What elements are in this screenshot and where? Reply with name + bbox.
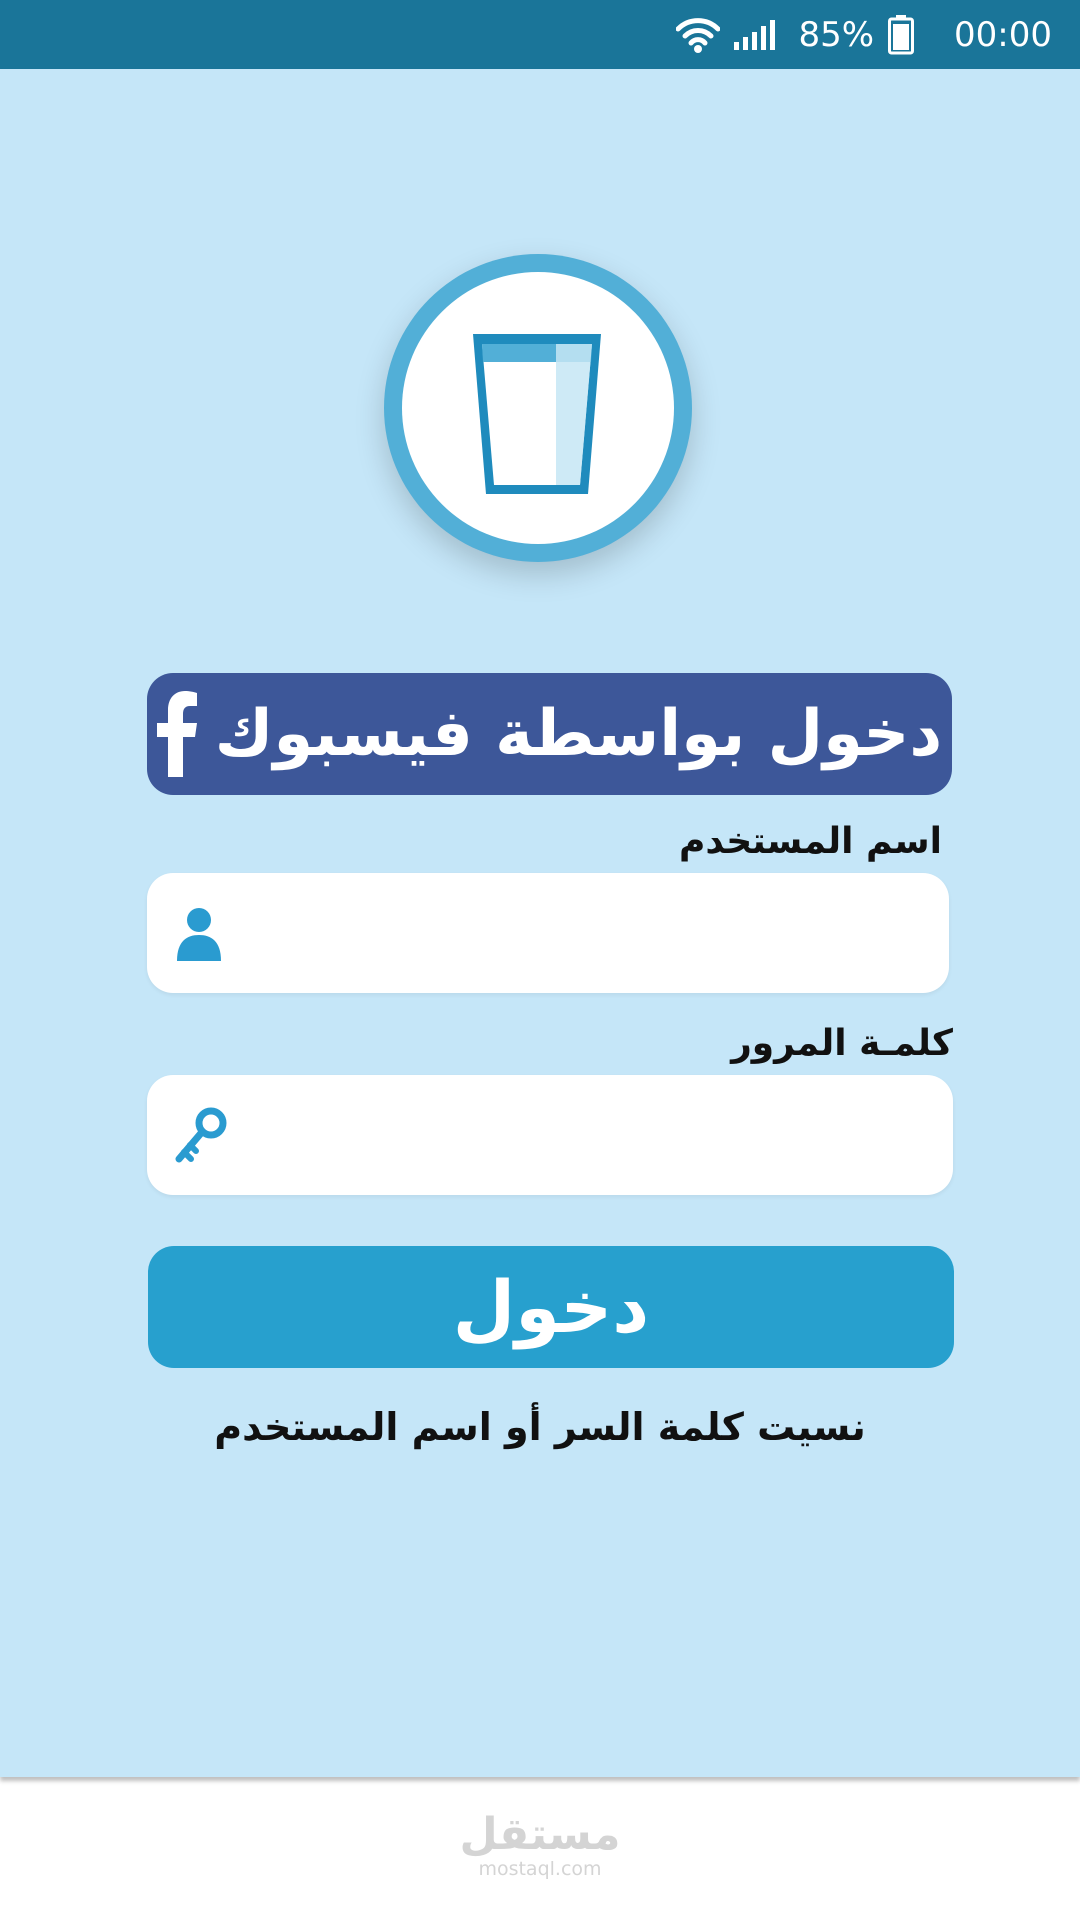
battery-icon xyxy=(888,15,914,55)
clock: 00:00 xyxy=(954,14,1052,55)
watermark-arabic: مستقل xyxy=(459,1809,621,1860)
facebook-login-label: دخول بواسطة فيسبوك xyxy=(214,697,943,771)
logo-circle xyxy=(402,272,674,544)
wifi-icon xyxy=(676,17,720,53)
username-label: اسم المستخدم xyxy=(679,821,942,862)
username-input[interactable] xyxy=(243,873,933,993)
facebook-icon xyxy=(157,691,197,777)
user-icon xyxy=(169,903,229,967)
water-glass-icon xyxy=(402,272,674,544)
watermark xyxy=(0,1809,1080,1880)
facebook-login-button[interactable] xyxy=(147,673,952,795)
password-input[interactable] xyxy=(243,1075,933,1195)
password-field-container xyxy=(147,1075,953,1195)
battery-percent: 85% xyxy=(798,14,875,55)
login-screen xyxy=(0,69,1080,1777)
status-bar xyxy=(0,0,1080,69)
key-icon xyxy=(169,1105,233,1173)
watermark-url: mostaql.com xyxy=(478,1858,602,1880)
forgot-credentials-link[interactable]: نسيت كلمة السر أو اسم المستخدم xyxy=(214,1405,866,1449)
login-button[interactable]: دخول xyxy=(148,1246,954,1368)
app-logo xyxy=(384,254,692,562)
signal-icon xyxy=(734,20,778,50)
password-label: كلمـة المرور xyxy=(731,1023,953,1064)
username-field-container xyxy=(147,873,949,993)
